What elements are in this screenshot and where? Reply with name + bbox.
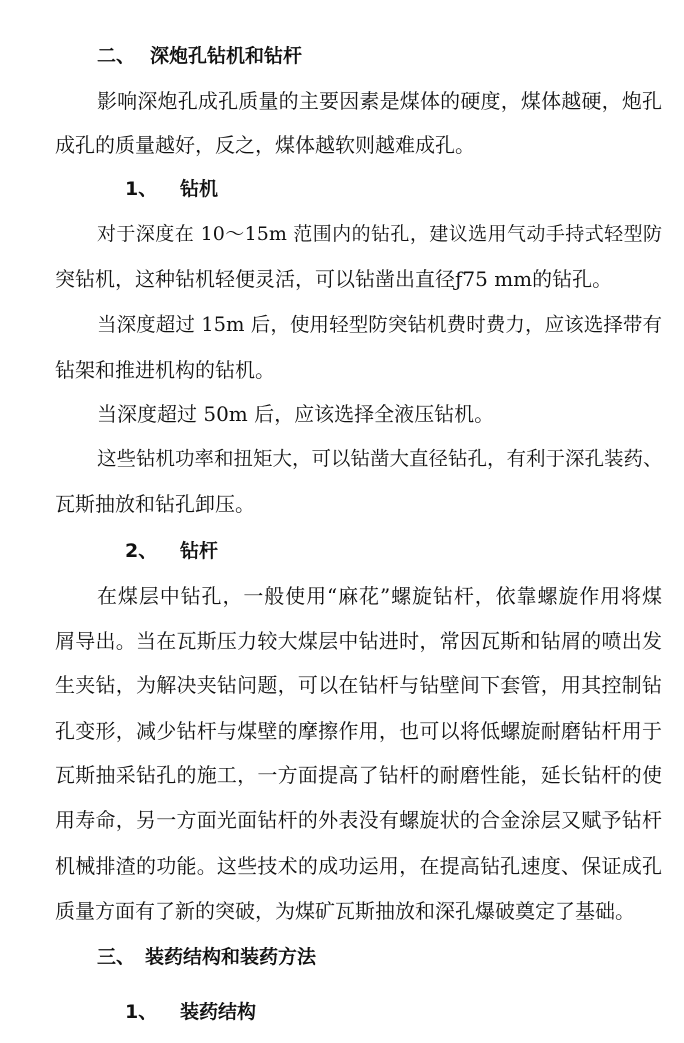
paragraph-line: 当深度超过 50m 后，应该选择全液压钻机。 xyxy=(97,402,495,426)
subsection-3-1-heading xyxy=(125,1000,256,1024)
paragraph-line: 瓦斯抽采钻孔的施工，一方面提高了钻杆的耐磨性能，延长钻杆的使 xyxy=(55,763,662,787)
paragraph-line: 质量方面有了新的突破，为煤矿瓦斯抽放和深孔爆破奠定了基础。 xyxy=(55,899,635,923)
paragraph-line: 在煤层中钻孔，一般使用“麻花”螺旋钻杆，依靠螺旋作用将煤 xyxy=(97,584,662,608)
heading-number: 二、 xyxy=(97,45,136,67)
paragraph-line: 机械排渣的功能。这些技术的成功运用，在提高钻孔速度、保证成孔 xyxy=(55,854,662,878)
paragraph-line: 影响深炮孔成孔质量的主要因素是煤体的硬度，煤体越硬，炮孔 xyxy=(97,89,662,113)
section-3-heading xyxy=(97,945,316,969)
heading-number: 三、 xyxy=(97,946,136,968)
section-2-heading xyxy=(97,44,302,68)
paragraph-line: 当深度超过 15m 后，使用轻型防突钻机费时费力，应该选择带有 xyxy=(97,313,662,336)
heading-number: 1、 xyxy=(125,178,158,200)
subsection-1-heading xyxy=(125,177,218,201)
paragraph-line: 瓦斯抽放和钻孔卸压。 xyxy=(55,492,255,516)
paragraph-line: 用寿命，另一方面光面钻杆的外表没有螺旋状的合金涂层又赋予钻杆 xyxy=(55,808,662,832)
heading-number: 2、 xyxy=(125,540,158,562)
heading-number: 1、 xyxy=(125,1001,158,1023)
paragraph-line: 生夹钻，为解决夹钻问题，可以在钻杆与钻壁间下套管，用其控制钻 xyxy=(55,673,662,697)
paragraph-line: 屑导出。当在瓦斯压力较大煤层中钻进时，常因瓦斯和钻屑的喷出发 xyxy=(55,629,662,653)
heading-title: 钻杆 xyxy=(180,540,219,562)
heading-title: 深炮孔钻机和钻杆 xyxy=(150,45,303,67)
paragraph-line: 孔变形，减少钻杆与煤壁的摩擦作用，也可以将低螺旋耐磨钻杆用于 xyxy=(55,719,662,743)
heading-title: 装药结构 xyxy=(180,1001,257,1023)
subsection-2-heading xyxy=(125,539,218,563)
paragraph-line: 突钻机，这种钻机轻便灵活，可以钻凿出直径ƒ75 mm的钻孔。 xyxy=(55,267,613,291)
paragraph-line: 这些钻机功率和扭矩大，可以钻凿大直径钻孔，有利于深孔装药、 xyxy=(97,447,663,470)
heading-title: 钻机 xyxy=(180,178,219,200)
paragraph-line: 钻架和推进机构的钻机。 xyxy=(55,358,275,382)
paragraph-line: 成孔的质量越好，反之，煤体越软则越难成孔。 xyxy=(55,133,475,157)
paragraph-line: 对于深度在 10～15m 范围内的钻孔，建议选用气动手持式轻型防 xyxy=(97,223,662,245)
heading-title: 装药结构和装药方法 xyxy=(145,946,317,968)
